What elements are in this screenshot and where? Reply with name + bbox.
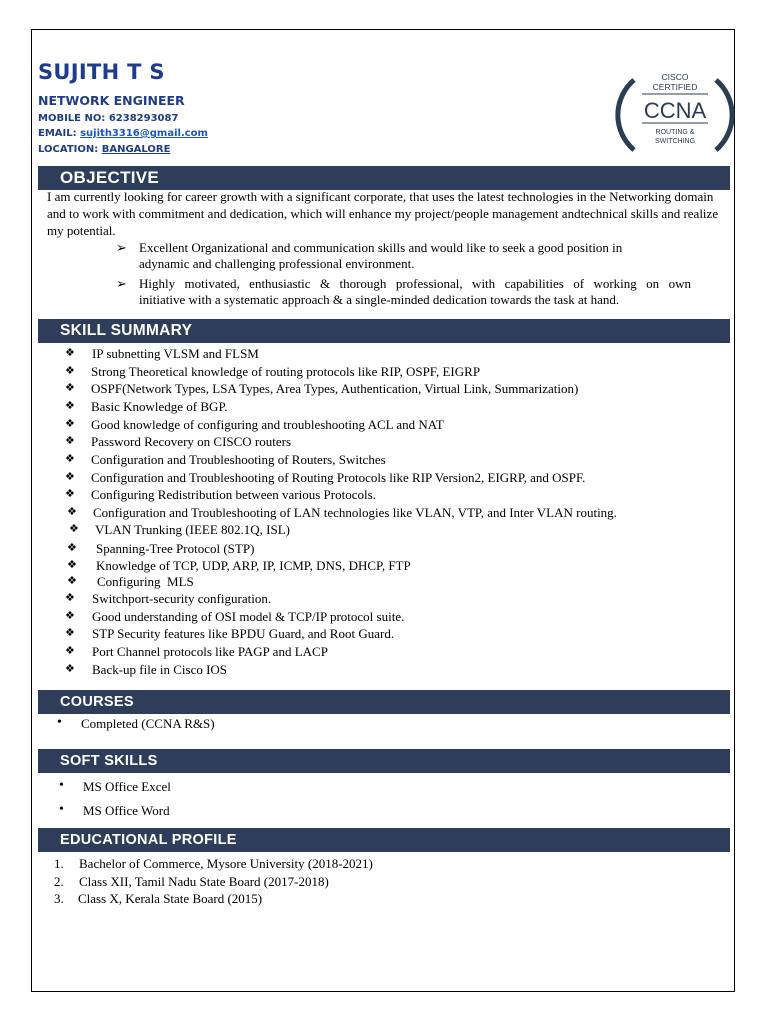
badge-arc-left [618,80,634,150]
badge-sub1: ROUTING & [655,129,695,136]
objective-point-line1: Excellent Organizational and communication skills and would like to seek a good position in [139,240,623,255]
diamond-bullet-icon: ❖ [65,365,75,377]
diamond-bullet-icon: ❖ [65,488,75,500]
mobile-label: MOBILE NO: [38,113,106,124]
objective-point-line2: initiative with a systematic approach & a single-minded dedication towards the task at hand. [139,292,620,307]
candidate-name: SUJITH T S [38,60,165,84]
candidate-title: NETWORK ENGINEER [38,93,185,108]
list-number: 1. [54,856,64,871]
badge-main: CCNA [643,98,707,123]
objective-point [116,276,691,308]
section-educational-profile [38,828,730,852]
arrow-bullet-icon: ➢ [116,276,127,291]
diamond-bullet-icon: ❖ [65,592,75,604]
section-objective [38,166,730,190]
badge-line1: CISCO [661,72,689,82]
diamond-bullet-icon: ❖ [65,347,75,359]
diamond-bullet-icon: ❖ [67,575,77,587]
diamond-bullet-icon: ❖ [65,418,75,430]
bullet-dot-icon: • [59,778,64,793]
diamond-bullet-icon: ❖ [65,400,75,412]
mobile-number: 6238293087 [108,113,179,124]
section-courses-title: COURSES [60,694,134,710]
diamond-bullet-icon: ❖ [69,523,79,535]
diamond-bullet-icon: ❖ [65,627,75,639]
section-objective-title: OBJECTIVE [60,168,160,187]
section-soft-skills-title: SOFT SKILLS [60,753,158,769]
diamond-bullet-icon: ❖ [65,382,75,394]
list-number: 2. [54,874,64,889]
ccna-badge-logo [612,66,738,162]
email-link[interactable]: sujith3316@gmail.com [80,128,208,139]
location-label: LOCATION: [38,144,99,155]
bullet-dot-icon: • [57,715,62,730]
diamond-bullet-icon: ❖ [67,542,77,554]
list-number: 3. [54,891,64,906]
objective-point-line2: adynamic and challenging professional environment. [139,256,415,271]
section-soft-skills [38,749,730,773]
badge-sub2: SWITCHING [654,138,696,145]
section-skill-summary-title: SKILL SUMMARY [60,322,193,339]
diamond-bullet-icon: ❖ [65,435,75,447]
section-courses [38,690,730,714]
objective-text: I am currently looking for career growth with a significant corporate, that uses the latest technologies in the Networking domain and to work with commitment and dedication, which will enhance my project/people management andtechnical skills and realize my potential. [47,189,719,238]
mobile-line [38,113,178,124]
diamond-bullet-icon: ❖ [65,453,75,465]
bullet-dot-icon: • [59,802,64,817]
objective-point-line1: Highly motivated, enthusiastic & thorough professional, with capabilities of working on own [139,276,691,291]
diamond-bullet-icon: ❖ [65,663,75,675]
diamond-bullet-icon: ❖ [65,471,75,483]
email-line [38,128,208,139]
location-line [38,144,170,155]
diamond-bullet-icon: ❖ [67,506,77,518]
location-value: BANGALORE [101,144,171,155]
diamond-bullet-icon: ❖ [65,610,75,622]
email-label: EMAIL: [38,128,77,139]
diamond-bullet-icon: ❖ [65,645,75,657]
section-skill-summary [38,319,730,343]
diamond-bullet-icon: ❖ [67,559,77,571]
badge-line2: CERTIFIED [652,82,698,92]
section-educational-profile-title: EDUCATIONAL PROFILE [60,832,237,848]
arrow-bullet-icon: ➢ [116,240,127,255]
badge-arc-right [716,80,732,150]
objective-point [116,240,691,272]
